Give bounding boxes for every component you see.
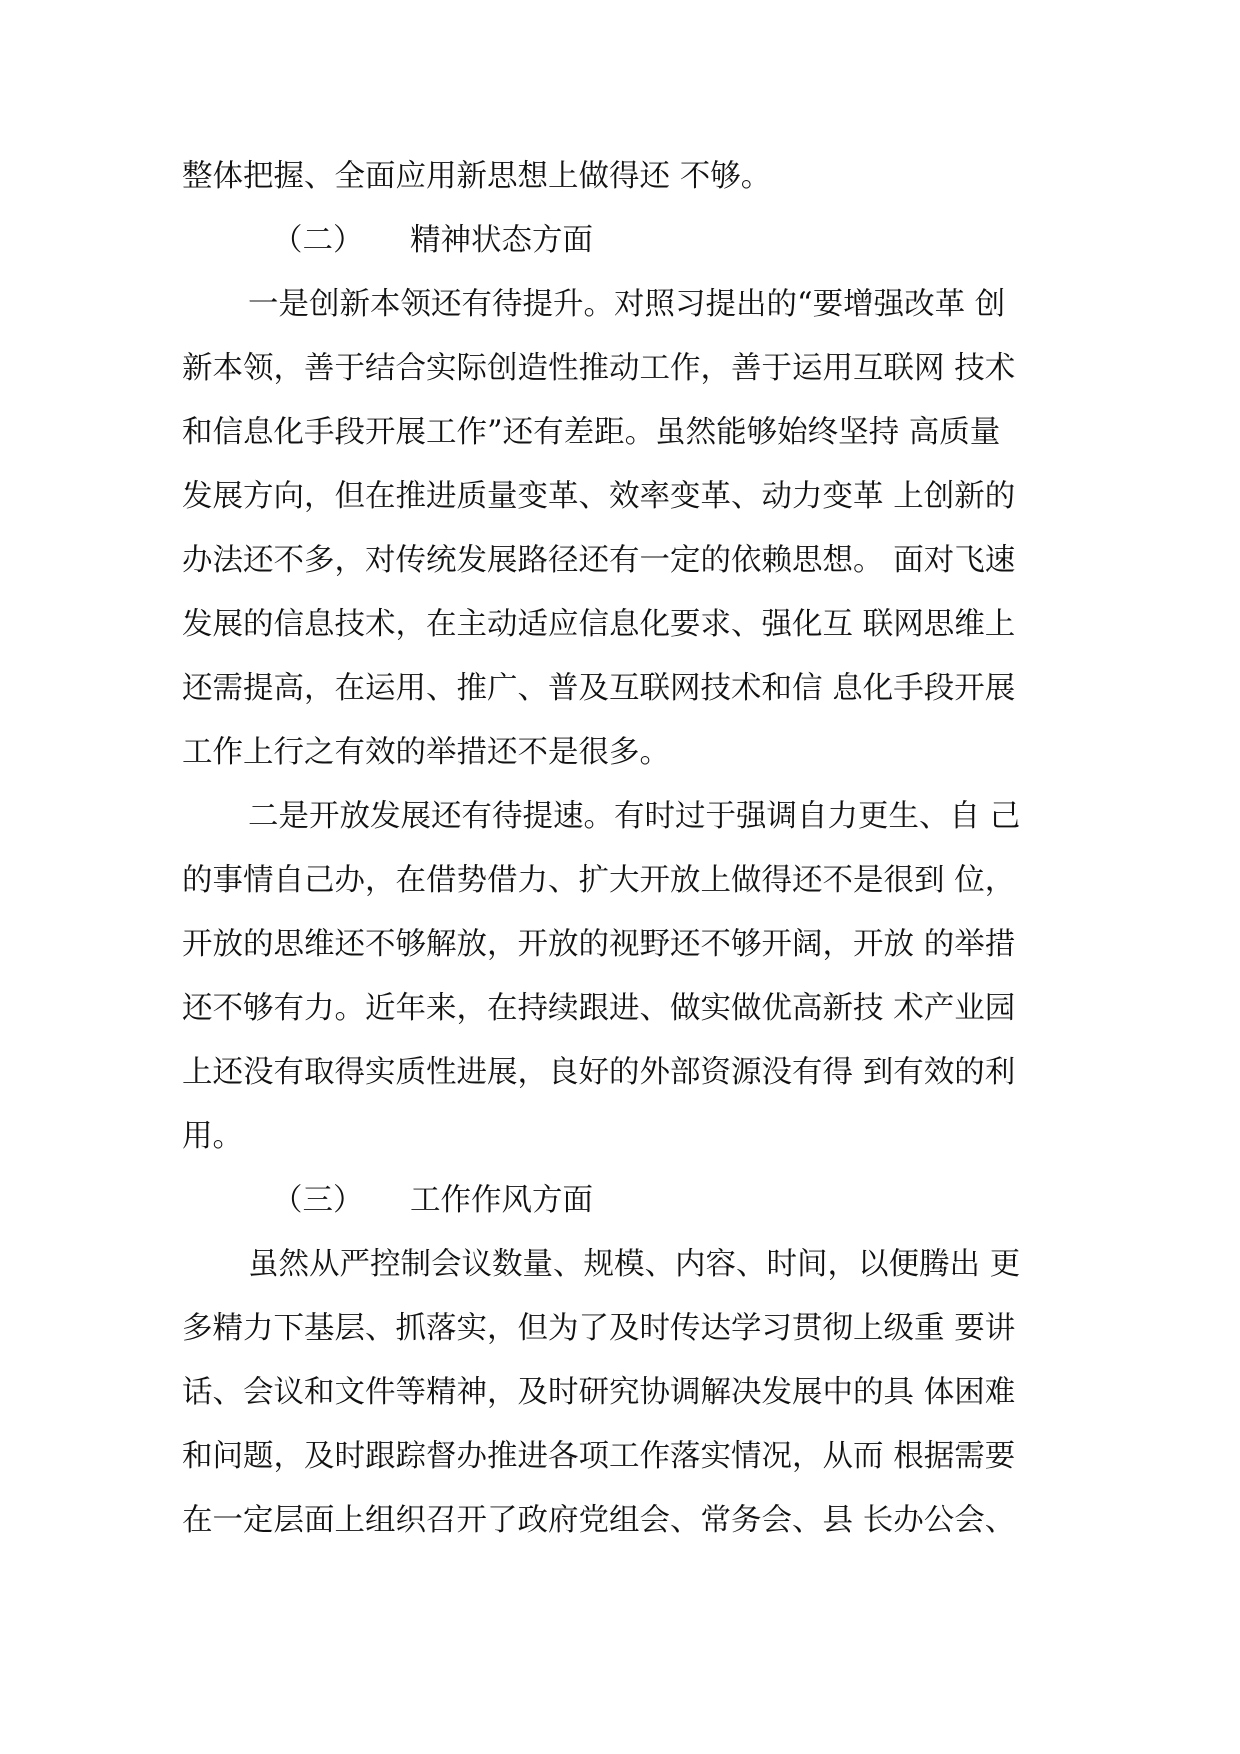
paragraph-line: 发展方向，但在推进质量变革、效率变革、动力变革 上创新的 <box>182 479 1016 514</box>
paragraph-line: 工作上行之有效的举措还不是很多。 <box>182 735 670 770</box>
section-number: （二） <box>272 223 364 258</box>
paragraph-line: 还需提高，在运用、推广、普及互联网技术和信 息化手段开展 <box>182 671 1016 706</box>
paragraph-line: 多精力下基层、抓落实，但为了及时传达学习贯彻上级重 要讲 <box>182 1311 1016 1346</box>
section-heading-3 <box>182 1169 1082 1233</box>
paragraph-line: 用。 <box>182 1119 243 1154</box>
paragraph-line: 和问题，及时跟踪督办推进各项工作落实情况，从而 根据需要 <box>182 1439 1016 1474</box>
paragraph-line: 上还没有取得实质性进展，良好的外部资源没有得 到有效的利 <box>182 1055 1016 1090</box>
document-body <box>182 145 1082 1553</box>
section-heading-2 <box>182 209 1082 273</box>
paragraph-line: 和信息化手段开展工作”还有差距。虽然能够始终坚持 高质量 <box>182 415 1001 450</box>
paragraph-line: 开放的思维还不够解放，开放的视野还不够开阔，开放 的举措 <box>182 927 1016 962</box>
paragraph-line: 二是开放发展还有待提速。有时过于强调自力更生、自 己 <box>248 799 1021 834</box>
paragraph-line: 话、会议和文件等精神，及时研究协调解决发展中的具 体困难 <box>182 1375 1016 1410</box>
paragraph-line: 办法还不多，对传统发展路径还有一定的依赖思想。 面对飞速 <box>182 543 1016 578</box>
section-title: 工作作风方面 <box>410 1183 593 1218</box>
section-title: 精神状态方面 <box>410 223 593 258</box>
paragraph-line: 整体把握、全面应用新思想上做得还 不够。 <box>182 159 772 194</box>
paragraph-line: 在一定层面上组织召开了政府党组会、常务会、县 长办公会、 <box>182 1503 1016 1538</box>
paragraph-line: 新本领，善于结合实际创造性推动工作，善于运用互联网 技术 <box>182 351 1016 386</box>
paragraph-line: 虽然从严控制会议数量、规模、内容、时间，以便腾出 更 <box>248 1247 1021 1282</box>
paragraph-line: 还不够有力。近年来，在持续跟进、做实做优高新技 术产业园 <box>182 991 1016 1026</box>
section-number: （三） <box>272 1183 364 1218</box>
paragraph-line: 发展的信息技术，在主动适应信息化要求、强化互 联网思维上 <box>182 607 1016 642</box>
paragraph-line: 的事情自己办，在借势借力、扩大开放上做得还不是很到 位， <box>182 863 1016 898</box>
paragraph-line: 一是创新本领还有待提升。对照习提出的“要增强改革 创 <box>248 287 1006 322</box>
